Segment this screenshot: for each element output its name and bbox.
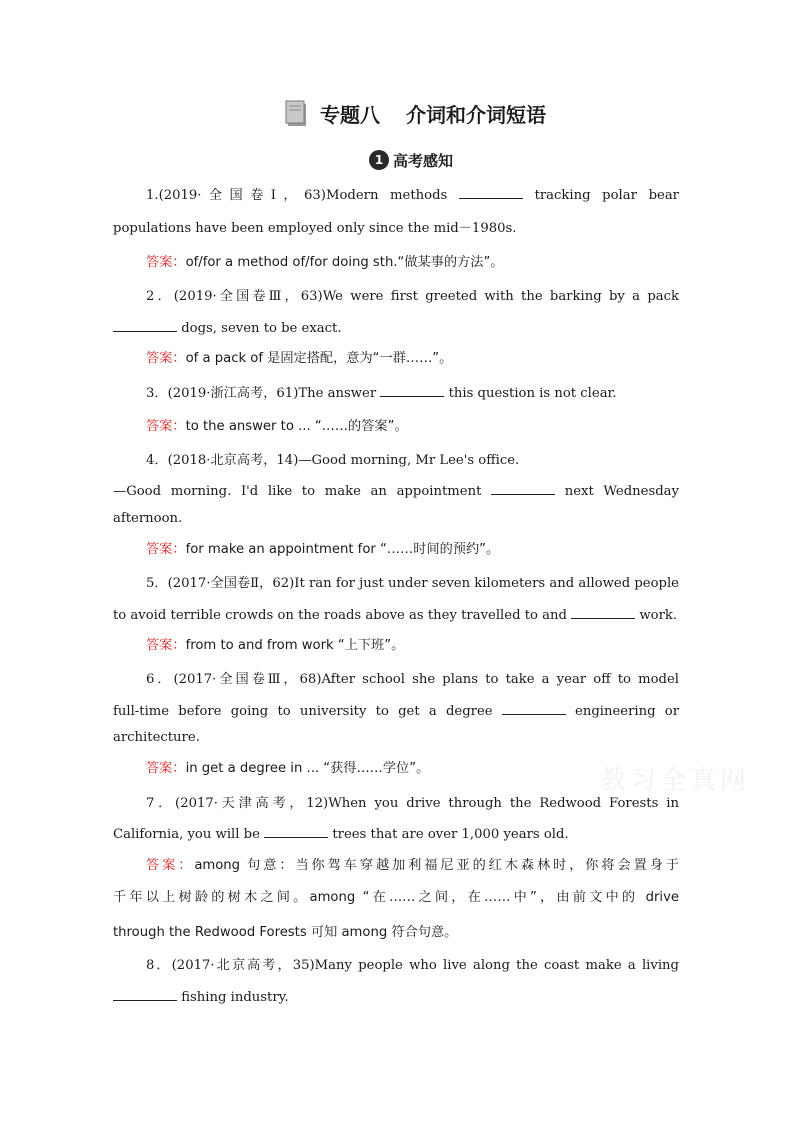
question-2-line-1: 2．(2019·全国卷Ⅲ，63)We were first greeted with the barking by a pack <box>146 289 679 304</box>
question-8-line-2: fishing industry. <box>113 986 679 1009</box>
question-6-answer: 答案：in get a degree in ... “获得……学位”。 <box>146 761 430 776</box>
watermark: 教习全真网 <box>600 766 751 796</box>
answer-blank <box>113 986 177 1001</box>
question-5-line-2: to avoid terrible crowds on the roads above as they travelled to and work. <box>113 604 679 627</box>
answer-blank <box>502 700 566 715</box>
question-8-line-1: 8．(2017·北京高考，35)Many people who live along the coast make a living <box>146 958 679 973</box>
question-2-answer: 答案：of a pack of 是固定搭配，意为“一群……”。 <box>146 351 453 366</box>
question-1-line-1: 1.(2019·全国卷Ⅰ，63)Modern methods tracking polar bear <box>146 184 679 207</box>
title-topic: 专题八 <box>320 102 380 127</box>
section-number-badge: 1 <box>369 150 389 170</box>
answer-blank <box>459 184 523 199</box>
question-5-line-1: 5．(2017·全国卷Ⅱ，62)It ran for just under seven kilometers and allowed people <box>146 576 679 591</box>
question-4-answer: 答案：for make an appointment for “……时间的预约”。 <box>146 542 500 557</box>
answer-blank <box>113 317 177 332</box>
answer-blank <box>264 823 328 838</box>
question-2-line-2: dogs, seven to be exact. <box>113 317 679 340</box>
question-5-answer: 答案：from to and from work “上下班”。 <box>146 638 405 653</box>
section-heading <box>369 148 453 172</box>
question-7-answer-line-3: through the Redwood Forests 可知 among 符合句意。 <box>113 925 458 940</box>
title-subject: 介词和介词短语 <box>406 102 546 127</box>
question-7-line-2: California, you will be trees that are over 1,000 years old. <box>113 823 679 846</box>
question-1-line-2: populations have been employed only since the mid－1980s. <box>113 221 517 236</box>
question-4-line-3: afternoon. <box>113 511 183 526</box>
answer-blank <box>380 382 444 397</box>
question-7-line-1: 7．(2017·天津高考，12)When you drive through the Redwood Forests in <box>146 796 679 811</box>
question-4-line-1: 4．(2018·北京高考，14)—Good morning, Mr Lee's office. <box>146 453 520 468</box>
section-label: 高考感知 <box>393 151 454 170</box>
question-1-answer: 答案：of/for a method of/for doing sth.“做某事的方法”。 <box>146 255 504 270</box>
question-6-line-3: architecture. <box>113 730 200 745</box>
book-icon <box>284 98 308 128</box>
question-6-line-1: 6．(2017·全国卷Ⅲ，68)After school she plans to take a year off to model <box>146 672 679 687</box>
question-4-line-2: —Good morning. I'd like to make an appointment next Wednesday <box>113 480 679 503</box>
answer-blank <box>571 604 635 619</box>
question-7-answer: 答案：among 句意：当你驾车穿越加利福尼亚的红木森林时，你将会置身于 <box>146 858 679 873</box>
answer-blank <box>491 480 555 495</box>
question-3-line-1: 3．(2019·浙江高考，61)The answer this question is not clear. <box>146 382 679 405</box>
question-6-line-2: full-time before going to university to get a degree engineering or <box>113 700 679 723</box>
question-3-answer: 答案：to the answer to ... “……的答案”。 <box>146 419 408 434</box>
question-7-answer-line-2: 千年以上树龄的树木之间。among “在……之间，在……中”，由前文中的 drive <box>113 890 679 905</box>
page-title <box>284 96 546 130</box>
